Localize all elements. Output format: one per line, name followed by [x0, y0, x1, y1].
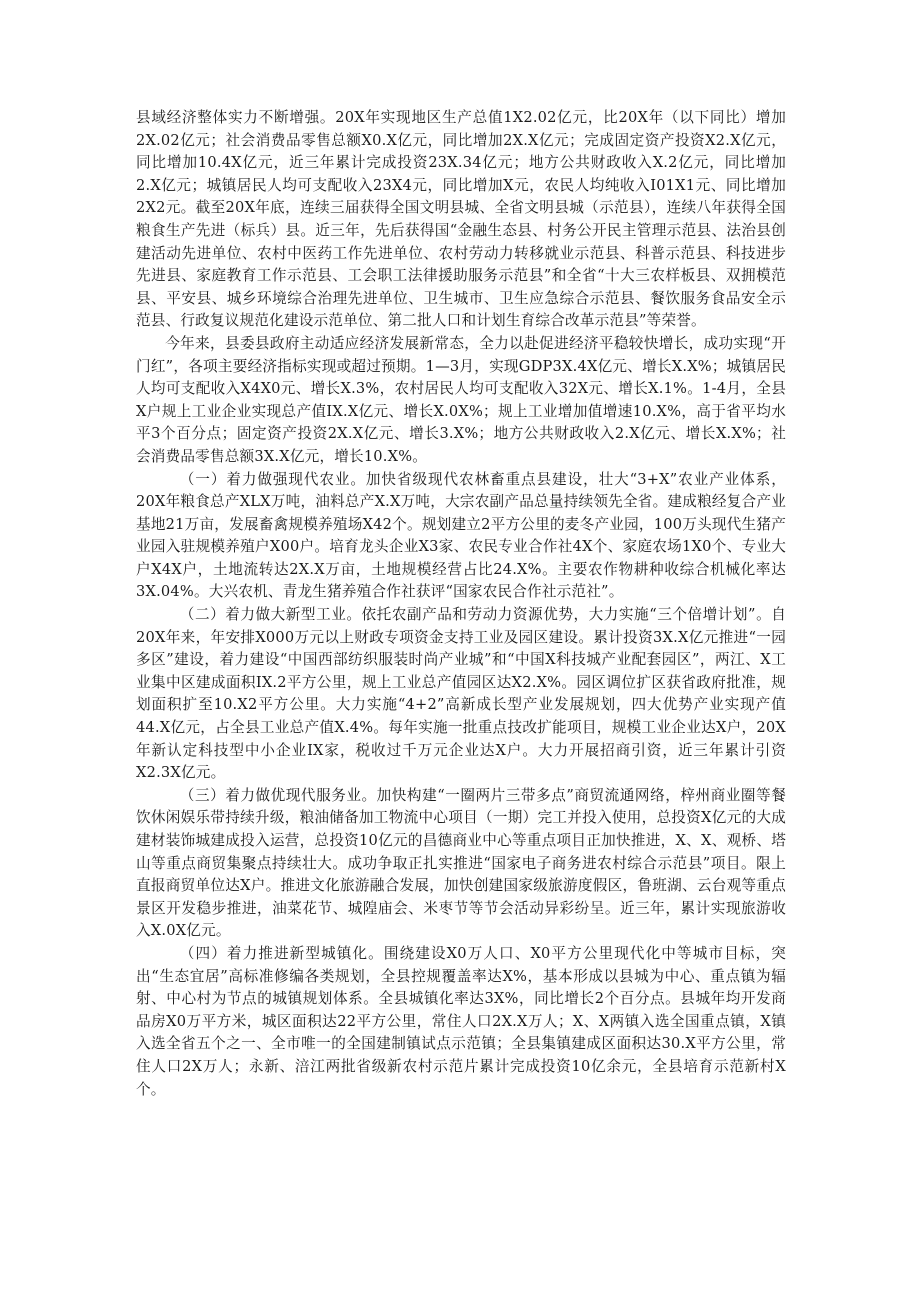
paragraph-this-year: 今年来，县委县政府主动适应经济发展新常态，全力以赴促进经济平稳较快增长，成功实现“开门红”，各项主要经济指标实现或超过预期。1—3月，实现GDP3X.4X亿元、增长X.X%；城镇居民人均可支配收入X4X0元、增长X.3%，农村居民人均可支配收入32X元、增长X.1%。1-4月，全县X户规上工业企业实现总产值IX.X亿元、增长X.0X%；规上工业增加值增速10.X%，高于省平均水平3个百分点；固定资产投资2X.X亿元、增长3.X%；地方公共财政收入2.X亿元、增长X.X%；社会消费品零售总额3X.X亿元，增长10.X%。: [136, 334, 786, 465]
paragraph-section-1-agriculture: （一）着力做强现代农业。加快省级现代农林畜重点县建设，壮大“3+X”农业产业体系，20X年粮食总产XLX万吨，油料总产X.X万吨，大宗农副产品总量持续领先全省。建成粮经复合产业基地21万亩，发展畜禽规模养殖场X42个。规划建立2平方公里的麦冬产业园，100万头现代生猪产业园入驻规模养殖户X00户。培育龙头企业X3家、农民专业合作社4X个、家庭农场1X0个、专业大户X4X户，土地流转达2X.X万亩，土地规模经营占比24.X%。主要农作物耕种收综合机械化率达3X.04%。大兴农机、青龙生猪养殖合作社获评“国家农民合作社示范社”。: [136, 470, 786, 601]
document-body: [136, 107, 786, 1101]
paragraph-intro: 县域经济整体实力不断增强。20X年实现地区生产总值1X2.02亿元，比20X年（以下同比）增加2X.02亿元；社会消费品零售总额X0.X亿元，同比增加2X.X亿元；完成固定资产投资X2.X亿元，同比增加10.4X亿元，近三年累计完成投资23X.34亿元；地方公共财政收入X.2亿元，同比增加2.X亿元；城镇居民人均可支配收入23X4元，同比增加X元，农民人均纯收入I01X1元、同比增加2X2元。截至20X年底，连续三届获得全国文明县城、全省文明县城（示范县），连续八年获得全国粮食生产先进（标兵）县。近三年，先后获得国“金融生态县、村务公开民主管理示范县、法治县创建活动先进单位、农村中医药工作先进单位、农村劳动力转移就业示范县、科普示范县、科技进步先进县、家庭教育工作示范县、工会职工法律援助服务示范县”和全省“十大三农样板县、双拥模范县、平安县、城乡环境综合治理先进单位、卫生城市、卫生应急综合示范县、餐饮服务食品安全示范县、行政复议规范化建设示范单位、第二批人口和计划生育综合改革示范县”等荣誉。: [136, 109, 786, 330]
paragraph-section-2-industry: （二）着力做大新型工业。依托农副产品和劳动力资源优势，大力实施“三个倍增计划”。自20X年来，年安排X000万元以上财政专项资金支持工业及园区建设。累计投资3X.X亿元推进“一园多区”建设，着力建设“中国西部纺织服装时尚产业城”和“中国X科技城产业配套园区”，两江、X工业集中区建成面积IX.2平方公里，规上工业总产值园区达X2.X%。园区调位扩区获省政府批准，规划面积扩至10.X2平方公里。大力实施“4+2”高新成长型产业发展规划，四大优势产业实现产值44.X亿元，占全县工业总产值X.4%。每年实施一批重点技改扩能项目，规模工业企业达X户，20X年新认定科技型中小企业IX家，税收过千万元企业达X户。大力开展招商引资，近三年累计引资X2.3X亿元。: [136, 606, 786, 782]
paragraph-section-4-urbanization: （四）着力推进新型城镇化。围绕建设X0万人口、X0平方公里现代化中等城市目标，突出“生态宜居”高标准修编各类规划，全县控规覆盖率达X%，基本形成以县城为中心、重点镇为辐射、中心村为节点的城镇规划体系。全县城镇化率达3X%，同比增长2个百分点。县城年均开发商品房X0万平方米，城区面积达22平方公里，常住人口2X.X万人；X、X两镇入选全国重点镇，X镇入选全省五个之一、全市唯一的全国建制镇试点示范镇；全县集镇建成区面积达30.X平方公里，常住人口2X万人；永新、涪江两批省级新农村示范片累计完成投资10亿余元，全县培育示范新村X个。: [136, 944, 786, 1098]
paragraph-section-3-services: （三）着力做优现代服务业。加快构建“一圈两片三带多点”商贸流通网络，梓州商业圈等餐饮休闲娱乐带持续升级，粮油储备加工物流中心项目（一期）完工并投入使用，总投资X亿元的大成建材装饰城建成投入运营，总投资10亿元的昌德商业中心等重点项目正加快推进，X、X、观桥、塔山等重点商贸集聚点持续壮大。成功争取正扎实推进“国家电子商务进农村综合示范县”项目。限上直报商贸单位达X户。推进文化旅游融合发展，加快创建国家级旅游度假区，鲁班湖、云台观等重点景区开发稳步推进，油菜花节、城隍庙会、米枣节等节会活动异彩纷呈。近三年，累计实现旅游收入X.0X亿元。: [136, 786, 786, 940]
